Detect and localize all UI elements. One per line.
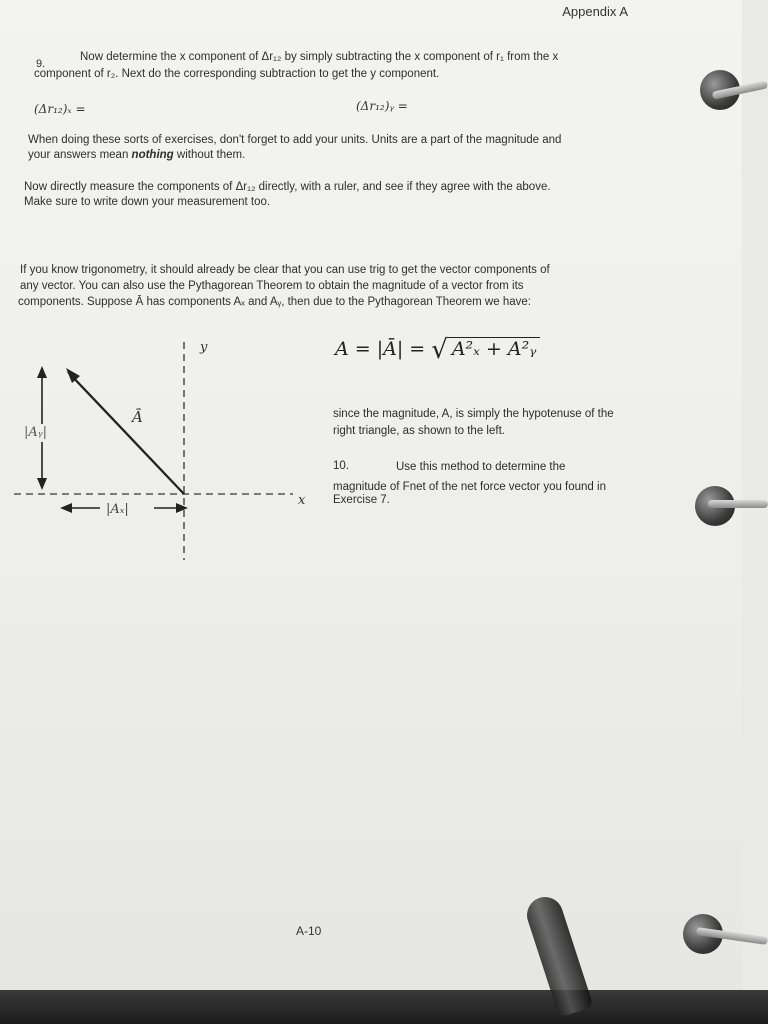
pythagorean-formula [335,335,540,365]
question-10-line3: Exercise 7. [333,494,390,506]
measure-note-line2: Make sure to write down your measurement too. [24,196,271,208]
delta-r-y-equation: (Δr₁₂)ᵧ = [356,99,408,113]
page-number: A-10 [296,924,322,938]
question-10-line2: magnitude of Fnet of the net force vector you found in [333,481,606,493]
measure-note-line1: Now directly measure the components of Δr₁₂ directly, with a ruler, and see if they agree with the above. [24,181,551,193]
x-axis-label: x [298,493,306,508]
delta-r-x-equation: (Δr₁₂)ₓ = [34,102,86,116]
vector-a-label: Ā [132,408,143,426]
appendix-header: Appendix A [562,4,628,19]
trig-para-line2: any vector. You can also use the Pythagorean Theorem to obtain the magnitude of a vector from its [20,280,524,292]
formula-lhs: A = |Ā| = [335,338,432,360]
sqrt-symbol-icon: √ [431,335,448,365]
page-stack-edge [742,0,768,1024]
emphasis-nothing: nothing [131,149,174,161]
binder-ring-bar [708,500,768,508]
vector-component-diagram [8,338,328,568]
units-note-line1: When doing these sorts of exercises, don't forget to add your units. Units are a part of the magnitude and [28,134,562,146]
question-10-number: 10. [333,460,349,472]
ax-label: |Aₓ| [106,502,129,517]
trig-para-line3: components. Suppose Ā has components Aₓ and Aᵧ, then due to the Pythagorean Theorem we have: [18,296,531,308]
vector-a-line [68,372,184,494]
question-9-line2: component of r₂. Next do the corresponding subtraction to get the y component. [34,68,440,80]
ay-label: |Aᵧ| [24,425,48,440]
desk-surface [0,990,768,1024]
trig-para-line1: If you know trigonometry, it should already be clear that you can use trig to get the vector components of [20,264,550,276]
side-text-line2: right triangle, as shown to the left. [333,425,505,437]
y-axis-label: y [200,340,208,355]
side-text-line1: since the magnitude, A, is simply the hypotenuse of the [333,408,614,420]
question-10-line1: Use this method to determine the [396,461,566,473]
question-9-number: 9. [36,58,46,70]
question-9-line1: Now determine the x component of Δr₁₂ by simply subtracting the x component of r₁ from the x [80,51,559,63]
units-note-line2: your answers mean nothing without them. [28,149,246,161]
formula-radicand: A²ₓ + A²ᵧ [448,337,541,360]
